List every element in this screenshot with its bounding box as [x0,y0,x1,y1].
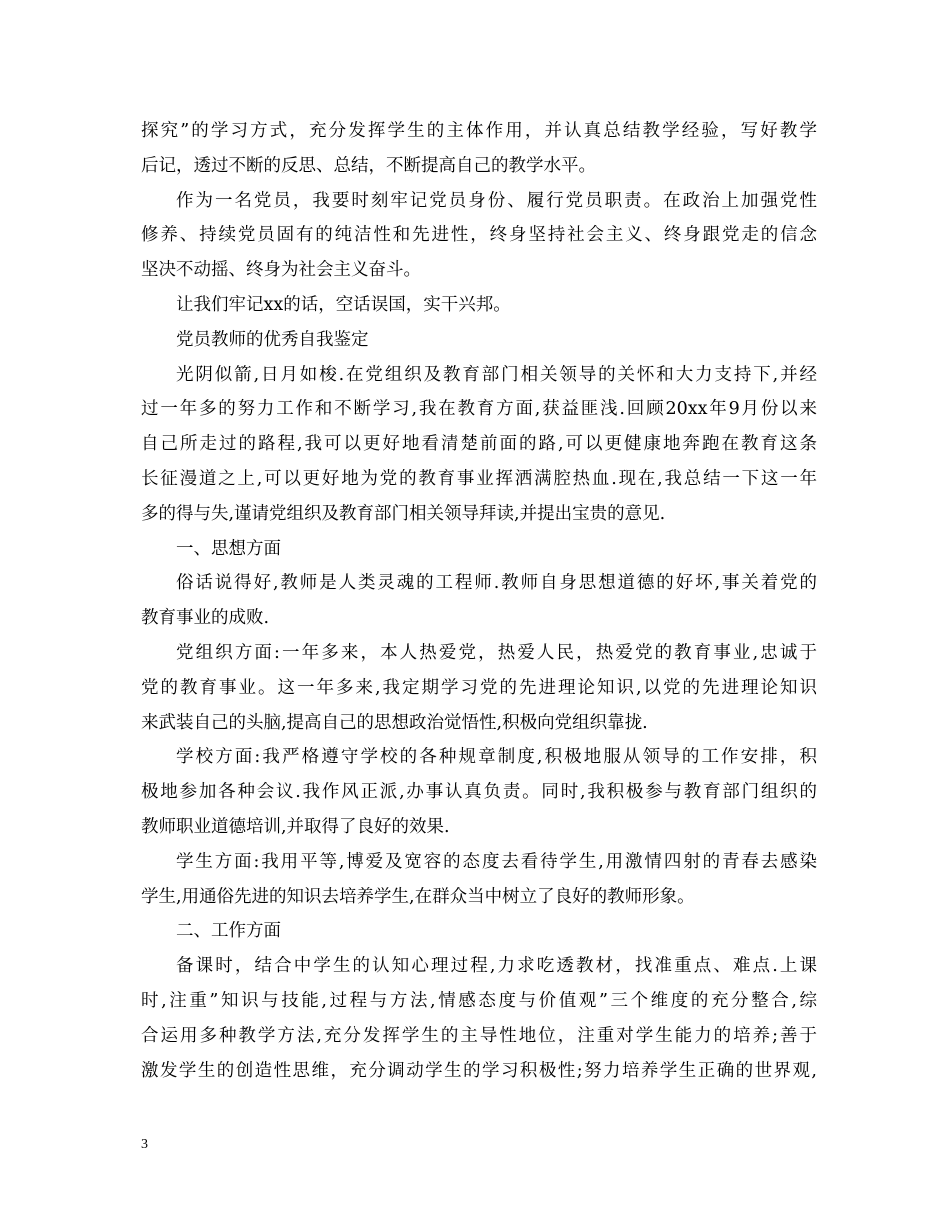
text-line: 学校方面:我严格遵守学校的各种规章制度,积极地服从领导的工作安排，积 [176,747,817,768]
text-line: 多的得与失,谨请党组织及教育部门相关领导拜读,并提出宝贵的意见. [141,503,666,524]
section-title: 党员教师的优秀自我鉴定 [176,329,369,350]
text-line: 光阴似箭,日月如梭.在党组织及教育部门相关领导的关怀和大力支持下,并经 [176,364,817,385]
text-line: 后记，透过不断的反思、总结，不断提高自己的教学水平。 [141,155,596,176]
text-line: 来武装自己的头脑,提高自己的思想政治觉悟性,积极向党组织靠拢. [141,712,648,733]
text-line: 探究”的学习方式，充分发挥学生的主体作用，并认真总结教学经验，写好教学 [141,121,817,141]
page-number: 3 [141,1137,148,1152]
section-heading: 一、思想方面 [176,538,281,559]
text-line: 激发学生的创造性思维，充分调动学生的学习积极性;努力培养学生正确的世界观, [141,1060,817,1081]
text-line: 自己所走过的路程,我可以更好地看清楚前面的路,可以更健康地奔跑在教育这条 [141,434,817,455]
text-line: 让我们牢记xx的话，空话误国，实干兴邦。 [176,294,511,315]
text-line: 教育事业的成败. [141,608,270,629]
text-line: 备课时，结合中学生的认知心理过程,力求吃透教材，找准重点、难点.上课 [176,956,817,977]
document-body [141,114,817,1088]
text-line: 党的教育事业。这一年多来,我定期学习党的先进理论知识,以党的先进理论知识 [141,677,817,698]
text-line: 极地参加各种会议.我作风正派,办事认真负责。同时,我积极参与教育部门组织的 [141,782,817,803]
section-heading: 二、工作方面 [176,921,281,942]
text-line: 俗话说得好,教师是人类灵魂的工程师.教师自身思想道德的好坏,事关着党的 [176,573,817,594]
text-line: 坚决不动摇、终身为社会主义奋斗。 [141,260,421,281]
text-line: 修养、持续党员固有的纯洁性和先进性，终身坚持社会主义、终身跟党走的信念 [141,225,817,246]
text-line: 长征漫道之上,可以更好地为党的教育事业挥洒满腔热血.现在,我总结一下这一年 [141,468,817,489]
text-line: 学生,用通俗先进的知识去培养学生,在群众当中树立了良好的教师形象。 [141,886,695,907]
text-line: 党组织方面:一年多来，本人热爱党，热爱人民，热爱党的教育事业,忠诚于 [176,642,817,663]
text-line: 教师职业道德培训,并取得了良好的效果. [141,816,450,837]
text-line: 学生方面:我用平等,博爱及宽容的态度去看待学生,用激情四射的青春去感染 [176,851,817,872]
text-line: 作为一名党员，我要时刻牢记党员身份、履行党员职责。在政治上加强党性 [176,190,817,211]
text-line: 时,注重”知识与技能,过程与方法,情感态度与价值观”三个维度的充分整合,综 [141,990,817,1011]
text-line: 过一年多的努力工作和不断学习,我在教育方面,获益匪浅.回顾20xx年9月份以来 [141,399,817,420]
text-line: 合运用多种教学方法,充分发挥学生的主导性地位，注重对学生能力的培养;善于 [141,1025,817,1046]
